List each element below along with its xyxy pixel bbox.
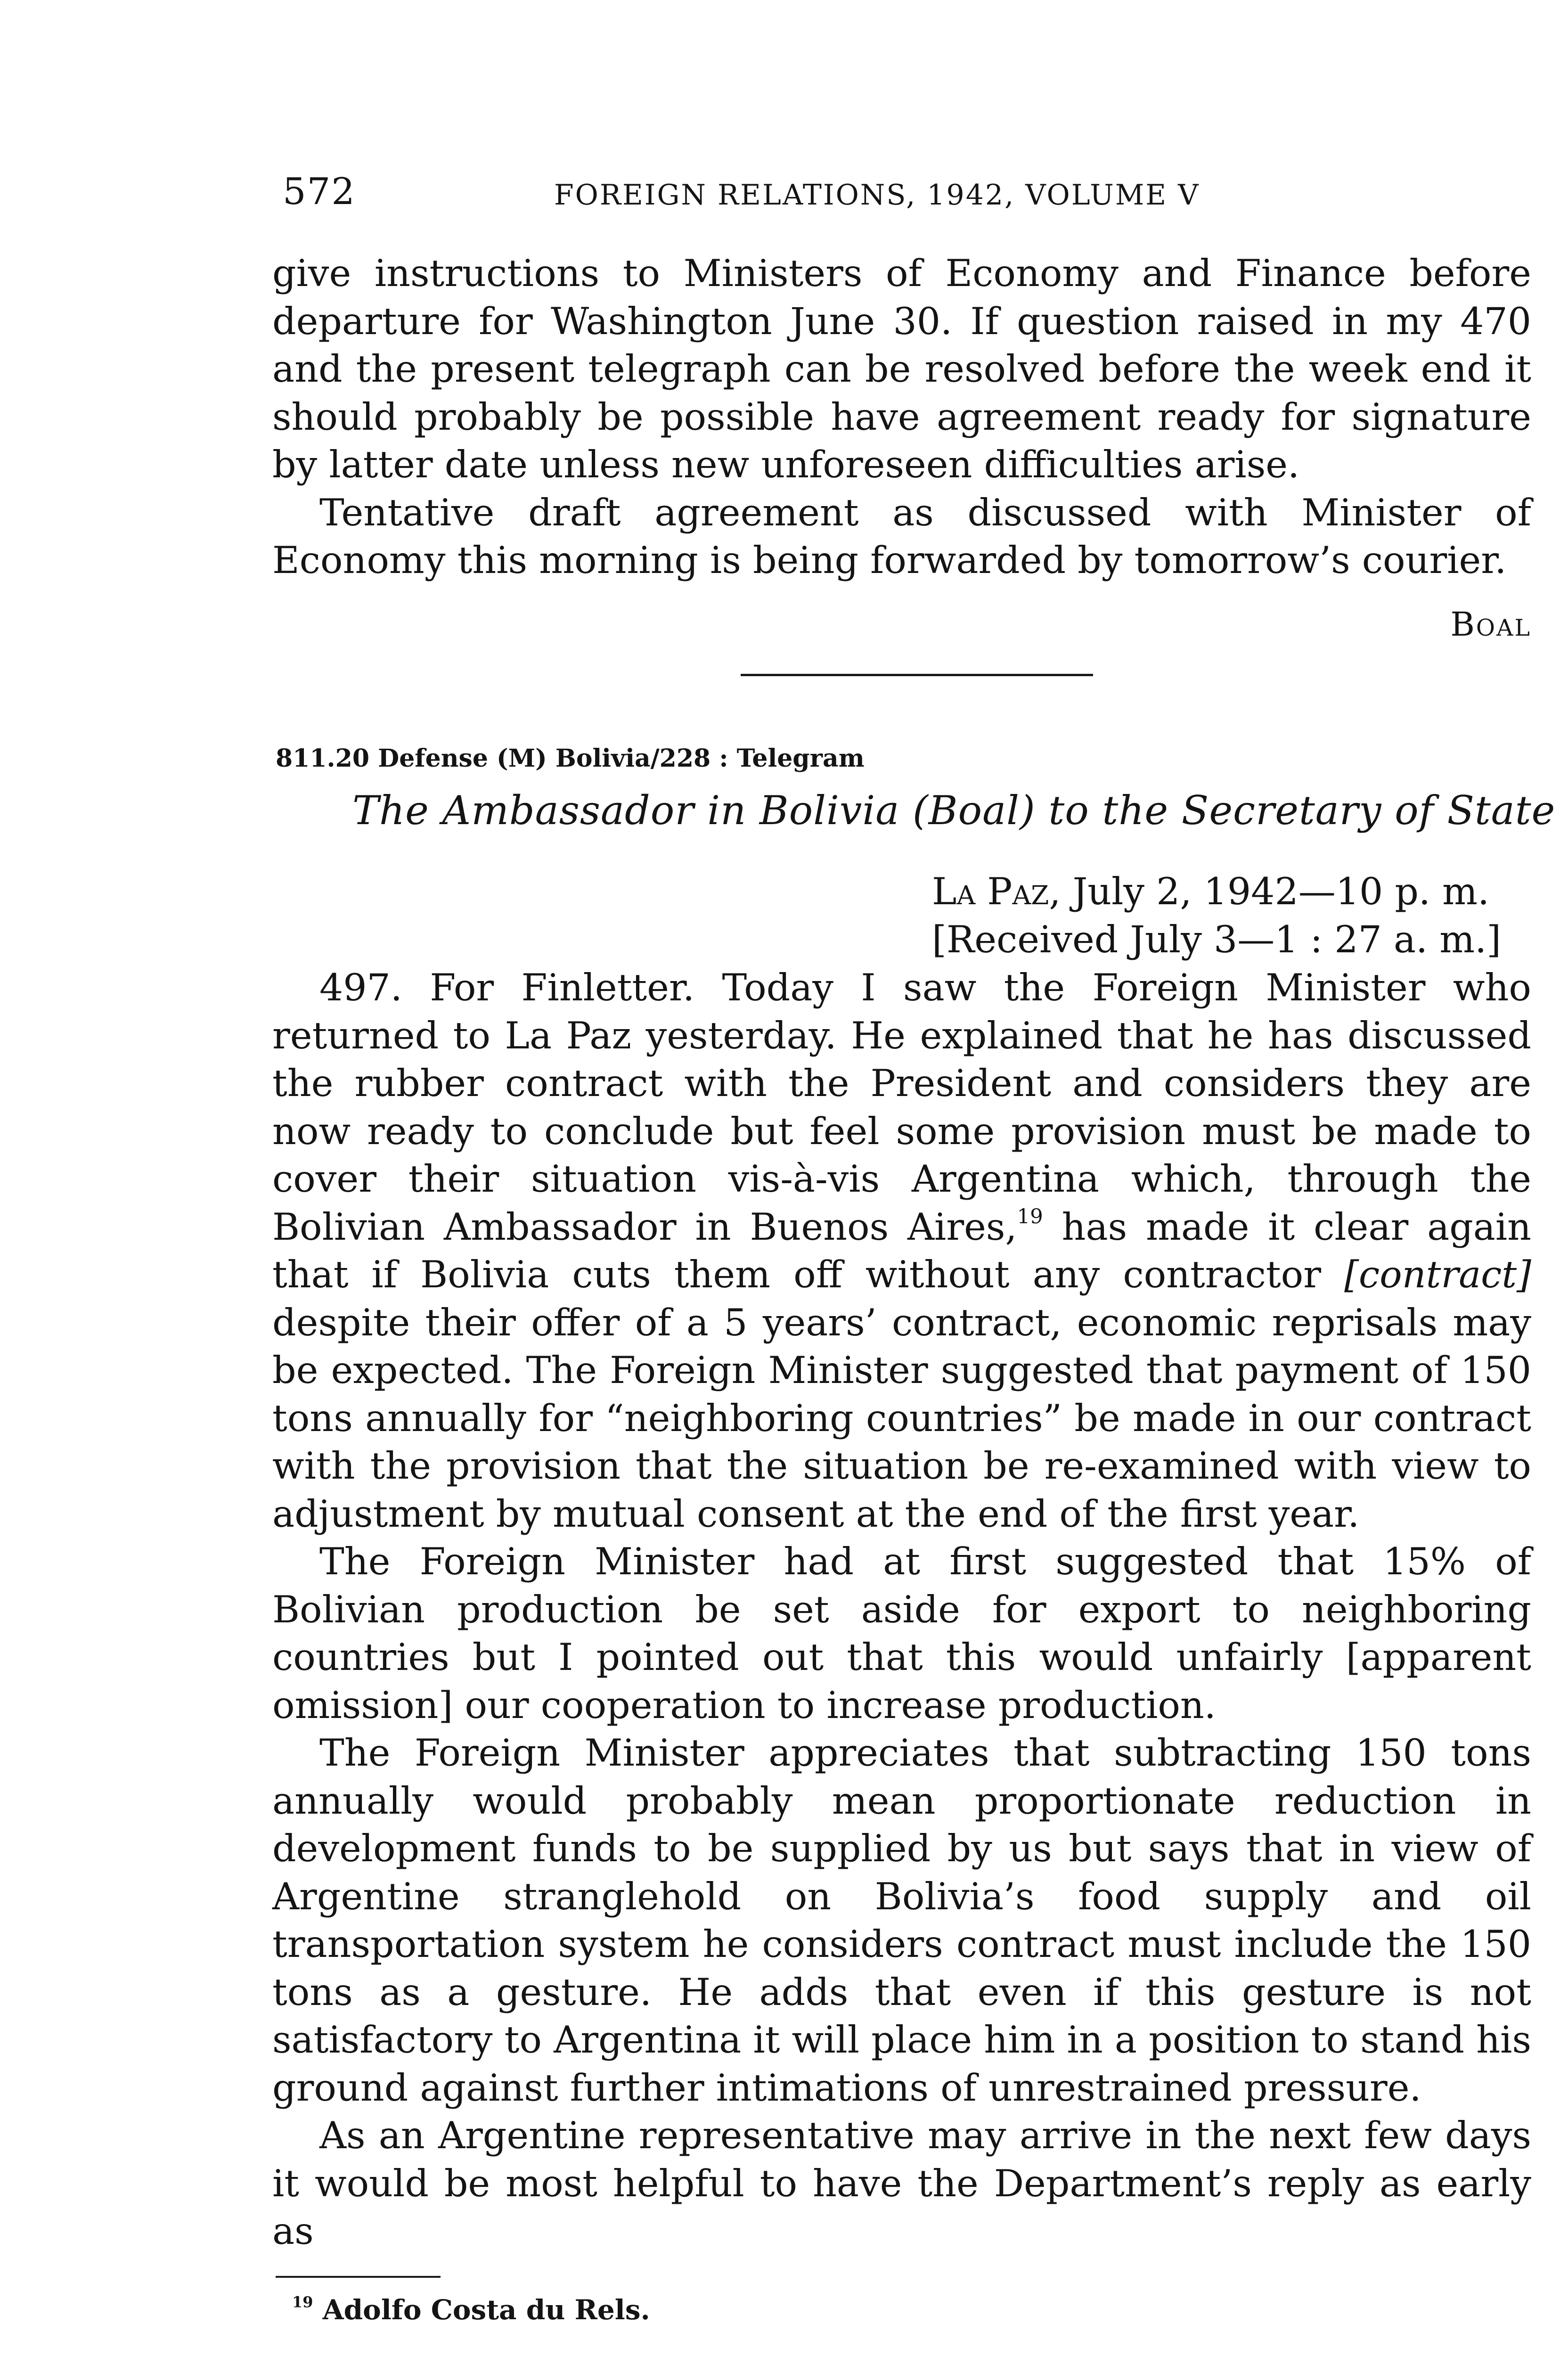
continuation-paragraph: give instructions to Ministers of Economy and Finance before departure for Washington June 30. If question raised in my 470 and the present telegraph can be resolved before the week end it should probably be possible have agreement ready for signature by latter date unless new unforeseen difficulties arise. — [272, 252, 1531, 486]
section-divider — [741, 674, 1093, 676]
file-reference: 811.20 Defense (M) Bolivia/228 : Telegram — [276, 744, 865, 773]
footnote-rule — [276, 2276, 441, 2278]
editorial-correction: [contract] — [1344, 1253, 1531, 1296]
continuation-text — [272, 250, 1531, 585]
footnote-text: Adolfo Costa du Rels. — [322, 2294, 650, 2326]
continuation-paragraph: Tentative draft agreement as discussed with Minister of Economy this morning is being forwarded by tomorrow’s courier. — [272, 491, 1531, 582]
telegram-paragraph: As an Argentine representative may arrive in the next few days it would be most helpful to have the Department’s reply as early as — [272, 2114, 1531, 2253]
document-title: The Ambassador in Bolivia (Boal) to the Secretary of State — [352, 787, 1556, 834]
dateline-place: La Paz — [932, 870, 1049, 913]
dateline-date: , July 2, 1942—10 p. m. — [1049, 870, 1490, 913]
dateline-received: [Received July 3—1 : 27 a. m.] — [932, 917, 1502, 961]
footnote — [292, 2291, 650, 2329]
signature: Boal — [1450, 605, 1531, 644]
telegram-paragraph: The Foreign Minister had at first suggested that 15% of Bolivian production be set aside for export to neighboring countries but I pointed out that this would unfairly [apparent omission] our cooperation to increase production. — [272, 1540, 1531, 1727]
footnote-marker: 19 — [292, 2293, 313, 2311]
page-header — [283, 166, 1272, 222]
telegram-body — [272, 964, 1531, 2256]
running-head: FOREIGN RELATIONS, 1942, VOLUME V — [554, 179, 1200, 212]
page-number: 572 — [283, 171, 356, 213]
footnote-reference: 19 — [1017, 1204, 1043, 1228]
dateline-sent — [932, 868, 1501, 916]
telegram-paragraph: The Foreign Minister appreciates that subtracting 150 tons annually would probably mean proportionate reduction in development funds to be supplied by us but says that in view of Argentine stranglehold on Bolivia’s food supply and oil transportation system he considers contract must include the 150 tons as a gesture. He adds that even if this gesture is not satisfactory to Argentina it will place him in a position to stand his ground against further intimations of unrestrained pressure. — [272, 1731, 1531, 2110]
dateline — [932, 868, 1501, 964]
telegram-paragraph: 497. For Finletter. Today I saw the Foreign Minister who returned to La Paz yesterday. He explained that he has discussed the rubber contract with the President and considers they are now ready to conclude but feel some provision must be made to cover their situation vis-à-vis Argentina which, through the Bolivian Ambassador in Buenos Aires,$^{19}$ has made it clear again that if Bolivia cuts them off without any contractor [contract] despite their offer of a 5 years’ contract, economic reprisals may be expected. The Foreign Minister suggested that payment of 150 tons annually for “neighboring countries” be made in our contract with the provision that the situation be re-examined with view to adjustment by mutual consent at the end of the first year. — [272, 966, 1532, 1536]
